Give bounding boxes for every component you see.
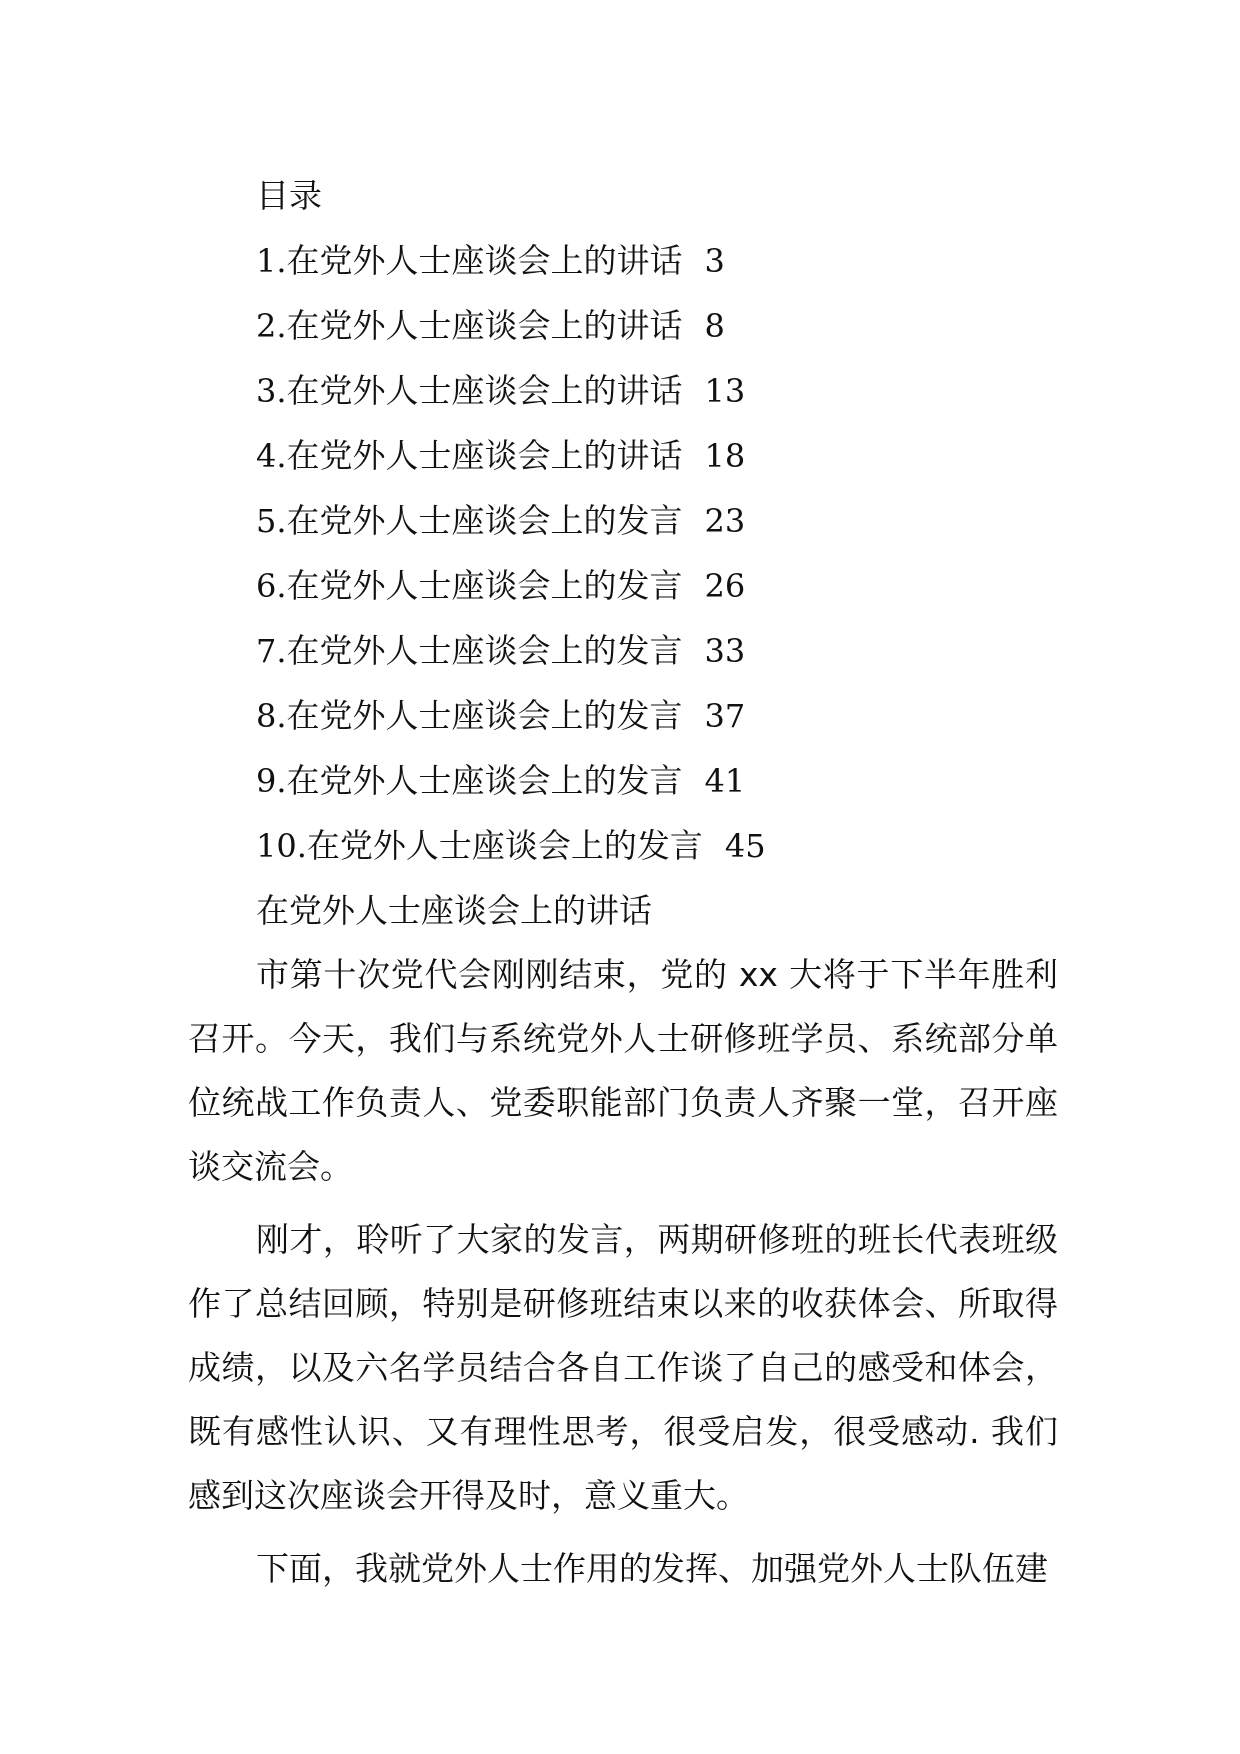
document-body: [188, 878, 1058, 1610]
toc-item-number: 7.: [256, 632, 287, 670]
toc-item-page: 8: [704, 307, 725, 345]
toc-item-title: 在党外人士座谈会上的讲话: [286, 371, 683, 410]
toc-item-page: 33: [704, 632, 746, 670]
paragraph: 市第十次党代会刚刚结束，党的 xx 大将于下半年胜利召开。今天，我们与系统党外人士研修班学员、系统部分单位统战工作负责人、党委职能部门负责人齐聚一堂，召开座谈交流会。: [188, 955, 1058, 1186]
toc-item-title: 在党外人士座谈会上的发言: [286, 501, 683, 540]
toc-item-number: 9.: [256, 762, 287, 800]
toc-item-title: 在党外人士座谈会上的发言: [286, 761, 683, 800]
toc-item[interactable]: [256, 683, 1116, 748]
toc-item-title: 在党外人士座谈会上的发言: [286, 631, 683, 670]
toc-item-page: 23: [704, 502, 746, 540]
toc-item-page: 37: [704, 697, 746, 735]
toc-item-title: 在党外人士座谈会上的讲话: [286, 241, 683, 280]
toc-item-number: 10.: [256, 827, 307, 865]
toc-item-title: 在党外人士座谈会上的发言: [286, 696, 683, 735]
toc-item-title: 在党外人士座谈会上的讲话: [286, 306, 683, 345]
toc-item-page: 18: [704, 437, 746, 475]
toc-item-title: 在党外人士座谈会上的发言: [286, 566, 683, 605]
toc-item-number: 6.: [256, 567, 287, 605]
toc-item[interactable]: [256, 358, 1116, 423]
toc-item[interactable]: [256, 553, 1116, 618]
toc-item[interactable]: [256, 423, 1116, 488]
toc-item-page: 26: [704, 567, 746, 605]
toc-item-number: 1.: [256, 242, 287, 280]
toc-item[interactable]: [256, 748, 1116, 813]
toc-item-number: 3.: [256, 372, 287, 410]
toc-item-title: 在党外人士座谈会上的讲话: [286, 436, 683, 475]
toc-title: 目录: [256, 176, 322, 215]
toc-item-page: 13: [704, 372, 746, 410]
toc-item-page: 45: [724, 827, 766, 865]
toc-item-page: 41: [704, 762, 746, 800]
toc-item-number: 8.: [256, 697, 287, 735]
document-heading: 在党外人士座谈会上的讲话: [256, 891, 652, 930]
paragraph: 下面，我就党外人士作用的发挥、加强党外人士队伍建: [256, 1549, 1048, 1588]
toc-item[interactable]: [256, 228, 1116, 293]
toc-item[interactable]: [256, 813, 1116, 878]
paragraph: 刚才，聆听了大家的发言，两期研修班的班长代表班级作了总结回顾，特别是研修班结束以来的收获体会、所取得成绩，以及六名学员结合各自工作谈了自己的感受和体会，既有感性认识、又有理性思考，很受启发，很受感动. 我们感到这次座谈会开得及时，意义重大。: [188, 1220, 1058, 1515]
table-of-contents: [256, 163, 1116, 878]
toc-item-number: 2.: [256, 307, 287, 345]
toc-list: [256, 228, 1116, 878]
toc-item[interactable]: [256, 293, 1116, 358]
toc-item[interactable]: [256, 488, 1116, 553]
toc-item-title: 在党外人士座谈会上的发言: [306, 826, 703, 865]
toc-item-number: 4.: [256, 437, 287, 475]
toc-item[interactable]: [256, 618, 1116, 683]
toc-item-page: 3: [704, 242, 725, 280]
toc-item-number: 5.: [256, 502, 287, 540]
